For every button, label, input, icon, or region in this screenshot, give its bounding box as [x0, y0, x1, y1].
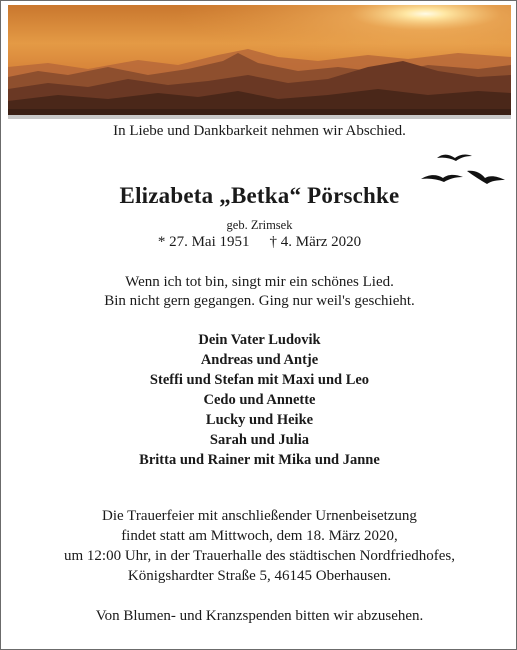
death-date: † 4. März 2020: [269, 234, 362, 250]
poem-line: Wenn ich tot bin, singt mir ein schönes Lied.: [125, 274, 394, 290]
maiden-name: geb. Zrimsek: [226, 218, 293, 232]
ceremony-line: Die Trauerfeier mit anschließender Urnenbeisetzung: [102, 508, 417, 524]
intro-text: In Liebe und Dankbarkeit nehmen wir Abschied.: [113, 123, 406, 139]
ceremony-line: Königshardter Straße 5, 46145 Oberhausen.: [127, 568, 392, 584]
family-member-line: Lucky und Heike: [205, 412, 314, 428]
banner-frame: [8, 5, 511, 119]
family-member-line: Britta und Rainer mit Mika und Janne: [139, 452, 380, 468]
ceremony-line: findet statt am Mittwoch, dem 18. März 2020,: [121, 528, 398, 544]
closing-note: Von Blumen- und Kranzspenden bitten wir abzusehen.: [95, 608, 424, 624]
family-member-line: Sarah und Julia: [209, 432, 310, 448]
family-member-line: Steffi und Stefan mit Maxi und Leo: [149, 372, 370, 388]
life-dates: [1, 234, 517, 251]
poem-line: Bin nicht gern gegangen. Ging nur weil's geschieht.: [104, 293, 415, 309]
family-member-line: Cedo und Annette: [203, 392, 316, 408]
birth-date: * 27. Mai 1951: [157, 234, 250, 250]
family-member-line: Andreas und Antje: [200, 352, 319, 368]
deceased-name: Elizabeta „Betka“ Pörschke: [119, 183, 400, 208]
ceremony-line: um 12:00 Uhr, in der Trauerhalle des städtischen Nordfriedhofes,: [64, 548, 455, 564]
family-member-line: Dein Vater Ludovik: [198, 332, 321, 348]
sunset-mountain-image: [8, 5, 511, 115]
